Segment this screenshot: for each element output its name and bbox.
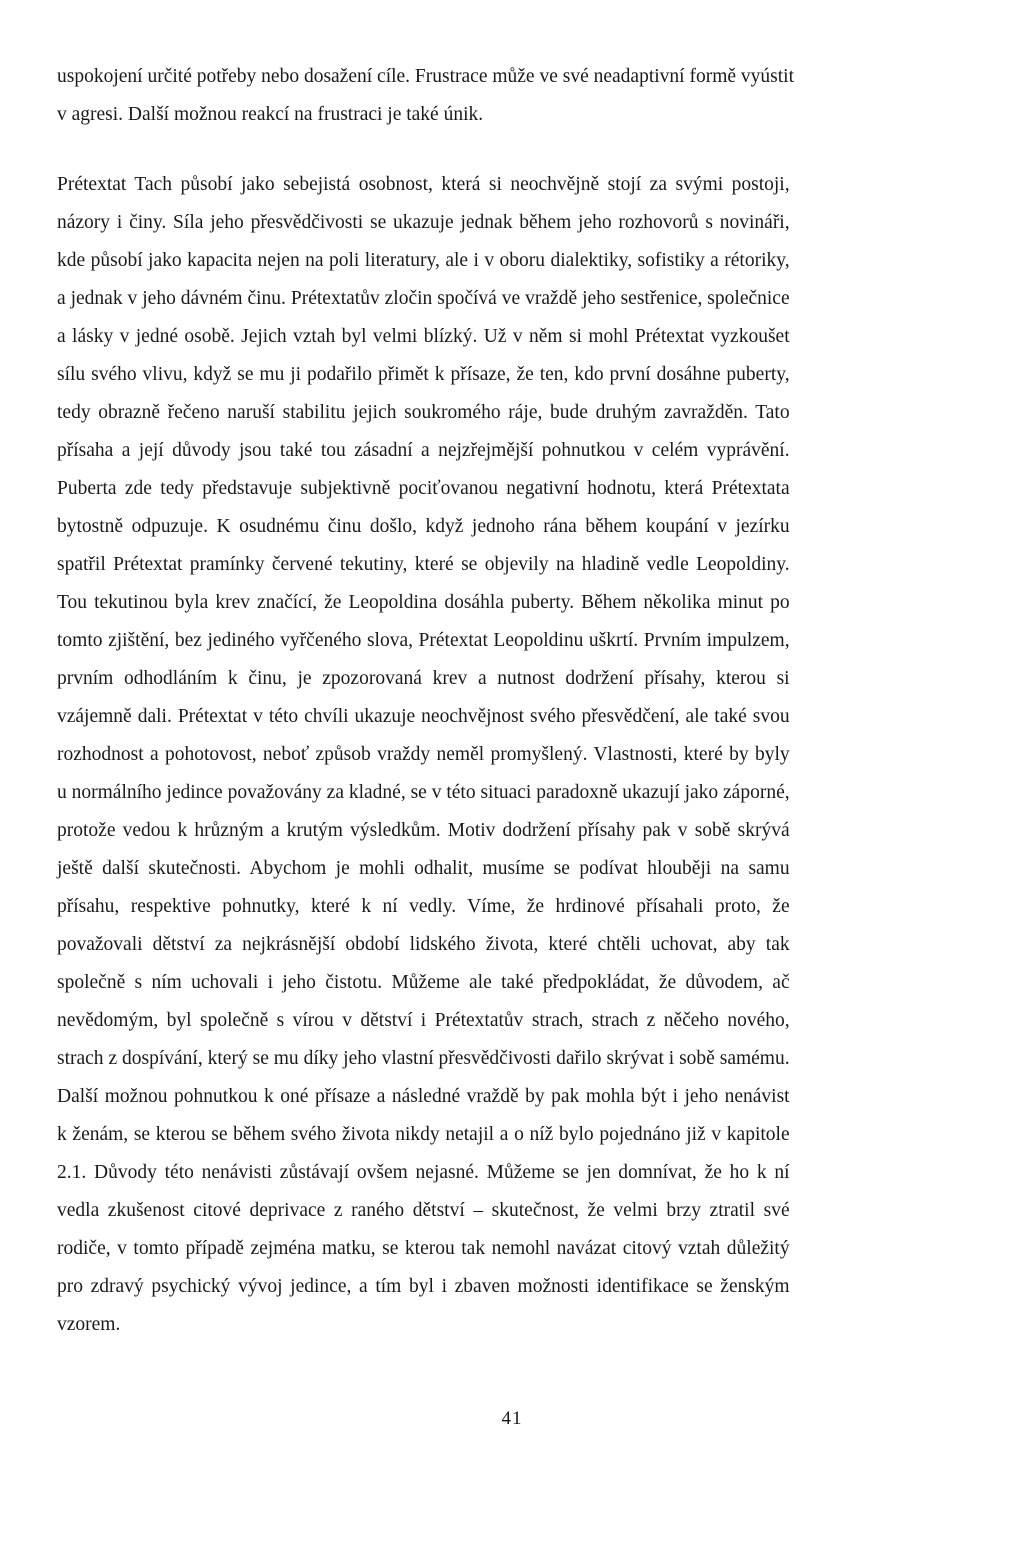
text-line: přísahu, respektive pohnutky, které k ní vedly. Víme, že hrdinové přísahali proto, že bbox=[57, 896, 790, 917]
text-line: rozhodnost a pohotovost, neboť způsob vraždy neměl promyšlený. Vlastnosti, které by byly bbox=[57, 744, 790, 765]
text-line: u normálního jedince považovány za kladné, se v této situaci paradoxně ukazují jako záporné, bbox=[57, 782, 790, 803]
text-line: Další možnou pohnutkou k oné přísaze a následné vraždě by pak mohla být i jeho nenávist bbox=[57, 1086, 790, 1107]
text-line: strach z dospívání, který se mu díky jeho vlastní přesvědčivosti dařilo skrývat i sobě samému. bbox=[57, 1048, 790, 1069]
text-line: kde působí jako kapacita nejen na poli literatury, ale i v oboru dialektiky, sofistiky a rétoriky, bbox=[57, 250, 790, 271]
text-line: považovali dětství za nejkrásnější období lidského života, které chtěli uchovat, aby tak bbox=[57, 934, 790, 955]
text-line: společně s ním uchovali i jeho čistotu. Můžeme ale také předpokládat, že důvodem, ač bbox=[57, 972, 790, 993]
text-line: k ženám, se kterou se během svého života nikdy netajil a o níž bylo pojednáno již v kapitole bbox=[57, 1124, 790, 1145]
paragraph-1 bbox=[57, 58, 794, 134]
text-line: Puberta zde tedy představuje subjektivně pociťovanou negativní hodnotu, která Prétextata bbox=[57, 478, 790, 499]
text-line: sílu svého vlivu, když se mu ji podařilo přimět k přísaze, že ten, kdo první dosáhne puberty, bbox=[57, 364, 790, 385]
text-line: v agresi. Další možnou reakcí na frustraci je také únik. bbox=[57, 104, 484, 125]
text-line: nevědomým, byl společně s vírou v dětství i Prétextatův strach, strach z něčeho nového, bbox=[57, 1010, 790, 1031]
text-line: pro zdravý psychický vývoj jedince, a tím byl i zbaven možnosti identifikace se ženským bbox=[57, 1276, 790, 1297]
text-line: tedy obrazně řečeno naruší stabilitu jejich soukromého ráje, bude druhým zavražděn. Tato bbox=[57, 402, 790, 423]
text-line: vzorem. bbox=[57, 1314, 121, 1335]
text-line: přísaha a její důvody jsou také tou zásadní a nejzřejmější pohnutkou v celém vyprávění. bbox=[57, 440, 790, 461]
text-line: a lásky v jedné osobě. Jejich vztah byl velmi blízký. Už v něm si mohl Prétextat vyzkoušet bbox=[57, 326, 790, 347]
text-line: Tou tekutinou byla krev značící, že Leopoldina dosáhla puberty. Během několika minut po bbox=[57, 592, 790, 613]
text-line: tomto zjištění, bez jediného vyřčeného slova, Prétextat Leopoldinu uškrtí. Prvním impulzem, bbox=[57, 630, 790, 651]
text-line: rodiče, v tomto případě zejména matku, se kterou tak nemohl navázat citový vztah důležitý bbox=[57, 1238, 790, 1259]
text-line: Prétextat Tach působí jako sebejistá osobnost, která si neochvějně stojí za svými postoji, bbox=[57, 174, 790, 195]
text-line: vzájemně dali. Prétextat v této chvíli ukazuje neochvějnost svého přesvědčení, ale také svou bbox=[57, 706, 790, 727]
text-line: uspokojení určité potřeby nebo dosažení cíle. Frustrace může ve své neadaptivní formě vyústit bbox=[57, 66, 794, 87]
text-line: ještě další skutečnosti. Abychom je mohli odhalit, musíme se podívat hlouběji na samu bbox=[57, 858, 790, 879]
text-line: názory i činy. Síla jeho přesvědčivosti se ukazuje jednak během jeho rozhovorů s novináři, bbox=[57, 212, 790, 233]
text-line: vedla zkušenost citové deprivace z raného dětství – skutečnost, že velmi brzy ztratil své bbox=[57, 1200, 790, 1221]
text-line: protože vedou k hrůzným a krutým výsledkům. Motiv dodržení přísahy pak v sobě skrývá bbox=[57, 820, 790, 841]
text-line: 2.1. Důvody této nenávisti zůstávají ovšem nejasné. Můžeme se jen domnívat, že ho k ní bbox=[57, 1162, 790, 1183]
page-number: 41 bbox=[501, 1408, 523, 1429]
text-line: prvním odhodláním k činu, je zpozorovaná krev a nutnost dodržení přísahy, kterou si bbox=[57, 668, 790, 689]
text-line: spatřil Prétextat pramínky červené tekutiny, které se objevily na hladině vedle Leopoldiny. bbox=[57, 554, 790, 575]
text-line: bytostně odpuzuje. K osudnému činu došlo, když jednoho rána během koupání v jezírku bbox=[57, 516, 790, 537]
paragraph-2 bbox=[57, 166, 790, 1344]
text-line: a jednak v jeho dávném činu. Prétextatův zločin spočívá ve vraždě jeho sestřenice, společnice bbox=[57, 288, 790, 309]
